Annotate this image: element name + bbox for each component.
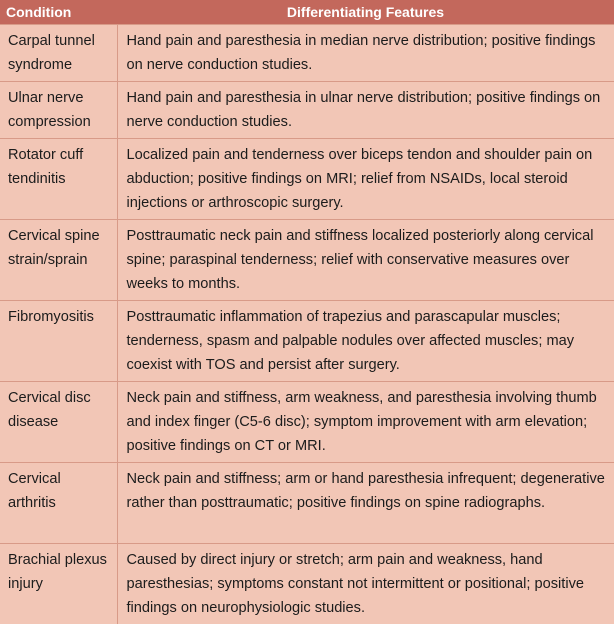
- condition-cell: Fibromyositis: [0, 301, 117, 382]
- features-cell: Posttraumatic inflammation of trapezius and parascapular muscles; tenderness, spasm and palpable nodules over affected muscles; may coexist with TOS and persist after surgery.: [117, 301, 614, 382]
- condition-cell: Brachial plexus injury: [0, 544, 117, 624]
- table-row: [0, 139, 614, 220]
- table-row: [0, 544, 614, 624]
- condition-cell: Cervical disc disease: [0, 382, 117, 463]
- table-row: [0, 301, 614, 382]
- condition-cell: Ulnar nerve compression: [0, 82, 117, 139]
- table-row: [0, 382, 614, 463]
- features-cell: Posttraumatic neck pain and stiffness localized posteriorly along cervical spine; paraspinal tenderness; relief with conservative measures over weeks to months.: [117, 220, 614, 301]
- condition-cell: Cervical spine strain/sprain: [0, 220, 117, 301]
- condition-cell: Carpal tunnel syndrome: [0, 25, 117, 82]
- features-cell: Caused by direct injury or stretch; arm pain and weakness, hand paresthesias; symptoms constant not intermittent or positional; positive findings on neurophysiologic studies.: [117, 544, 614, 624]
- table-row: [0, 463, 614, 544]
- features-cell: Neck pain and stiffness; arm or hand paresthesia infrequent; degenerative rather than posttraumatic; positive findings on spine radiographs.: [117, 463, 614, 544]
- features-cell: Neck pain and stiffness, arm weakness, and paresthesia involving thumb and index finger (C5-6 disc); symptom improvement with arm elevation; positive findings on CT or MRI.: [117, 382, 614, 463]
- features-cell: Hand pain and paresthesia in median nerve distribution; positive findings on nerve conduction studies.: [117, 25, 614, 82]
- features-cell: Hand pain and paresthesia in ulnar nerve distribution; positive findings on nerve conduction studies.: [117, 82, 614, 139]
- table-header-row: [0, 0, 614, 25]
- condition-column-header: Condition: [0, 0, 117, 25]
- table-row: [0, 82, 614, 139]
- table-row: [0, 25, 614, 82]
- condition-cell: Cervical arthritis: [0, 463, 117, 544]
- table-row: [0, 220, 614, 301]
- features-cell: Localized pain and tenderness over biceps tendon and shoulder pain on abduction; positive findings on MRI; relief from NSAIDs, local steroid injections or arthroscopic surgery.: [117, 139, 614, 220]
- condition-cell: Rotator cuff tendinitis: [0, 139, 117, 220]
- features-column-header: Differentiating Features: [117, 0, 614, 25]
